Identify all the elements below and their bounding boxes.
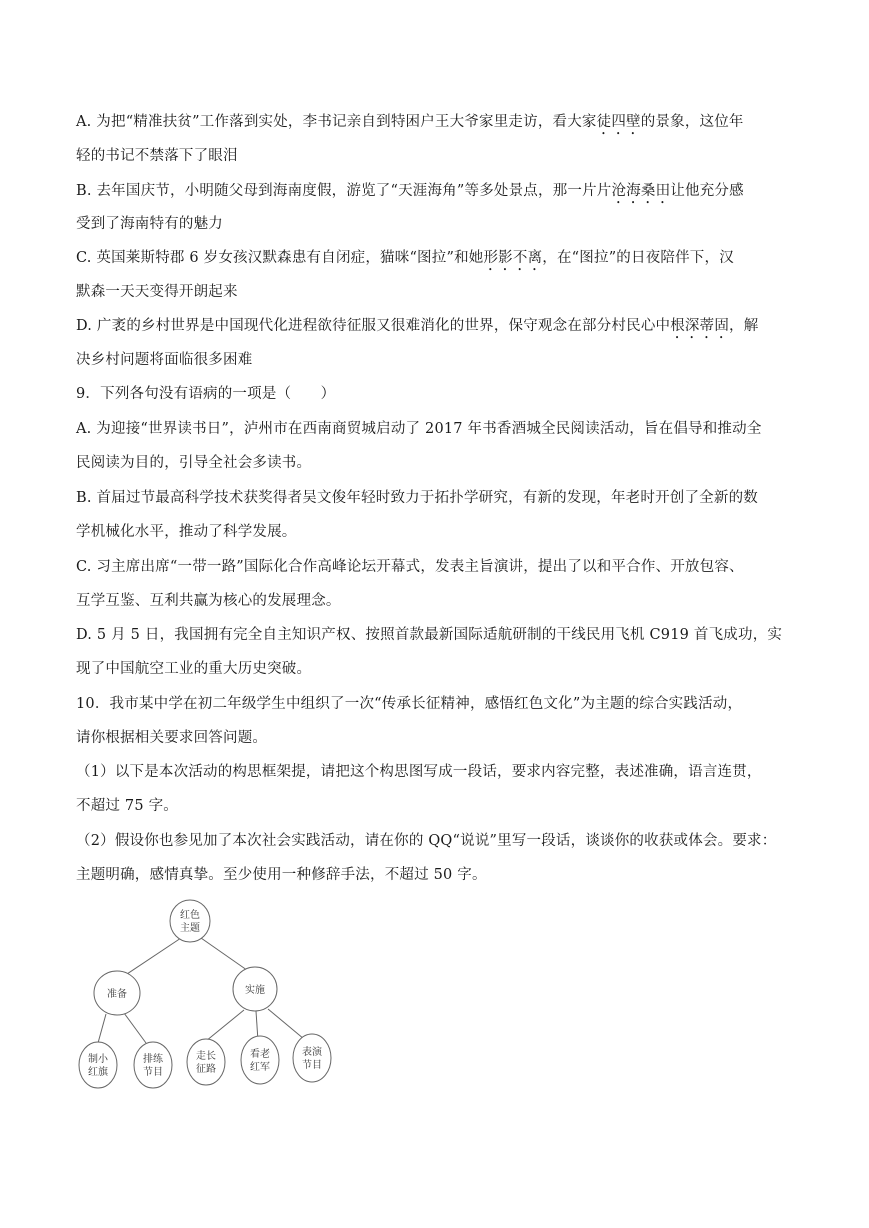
node-leaf-3-label-2: 征路 [196,1064,216,1075]
node-prepare-label: 准备 [107,989,127,1000]
node-leaf-5-label-2: 节目 [302,1060,322,1071]
option-a-line-1: A. 为把“精准扶贫”工作落到实处，李书记亲自到特困户王大爷家里走访，看大家徒四壁的景象，这位年 [76,114,744,130]
option-d-line-1: D. 广袤的乡村世界是中国现代化进程欲待征服又很难消化的世界，保守观念在部分村民心中根深蒂固，解 [76,318,759,334]
option-c-line-1: C. 英国莱斯特郡 6 岁女孩汉默森患有自闭症，猫咪“图拉”和她形影不离，在“图拉”的日夜陪伴下，汉 [76,250,734,266]
node-leaf-4-label-1: 看老 [250,1049,270,1060]
node-leaf-1-label-1: 制小 [88,1054,108,1065]
q9-option-b-line-2: 学机械化水平，推动了科学发展。 [76,524,297,540]
q10-part-1-line-1: （1）以下是本次活动的构思框架提，请把这个构思图写成一段话，要求内容完整，表述准确，语言连贯， [76,764,762,780]
node-implement-label: 实施 [245,985,265,996]
q10-part-2-line-2: 主题明确，感情真挚。至少使用一种修辞手法，不超过 50 字。 [76,867,487,883]
node-root-label-1: 红色 [180,910,200,921]
q10-part-2-line-1: （2）假设你也参见加了本次社会实践活动，请在你的 QQ“说说”里写一段话，谈谈你的收获或体会。要求： [76,833,777,849]
emphasis-phrase: 根深蒂固 [670,318,730,334]
q9-option-d-line-2: 现了中国航空工业的重大历史突破。 [76,661,312,677]
node-leaf-1 [79,1042,117,1088]
q9-option-b-line-1: B. 首届过节最高科学技术获奖得者吴文俊年轻时致力于拓扑学研究，有新的发现，年老时开创了全新的数 [76,490,758,506]
node-leaf-2-label-1: 排练 [143,1054,163,1065]
question-9: 9．下列各句没有语病的一项是（ ） [76,386,336,402]
node-leaf-4-label-2: 红军 [250,1062,270,1073]
q9-option-d-line-1: D. 5 月 5 日，我国拥有完全自主知识产权、按照首款最新国际适航研制的干线民用飞机 C919 首飞成功，实 [76,627,783,643]
option-c-line-2: 默森一天天变得开朗起来 [76,284,238,300]
node-leaf-3-label-1: 走长 [196,1051,216,1062]
emphasis-phrase: 形影不离 [483,250,543,266]
q9-option-c-line-1: C. 习主席出席“一带一路”国际化合作高峰论坛开幕式，发表主旨演讲，提出了以和平合作、开放包容、 [76,559,744,575]
q10-part-1-line-2: 不超过 75 字。 [76,798,178,814]
concept-map [76,895,338,1090]
node-leaf-3 [187,1039,225,1085]
q9-option-c-line-2: 互学互鉴、互利共赢为核心的发展理念。 [76,593,341,609]
emphasis-phrase: 徒四壁 [596,114,641,130]
option-a-line-2: 轻的书记不禁落下了眼泪 [76,148,238,164]
node-leaf-2 [134,1042,172,1088]
node-leaf-5-label-1: 表演 [302,1047,322,1058]
emphasis-phrase: 沧海桑田 [611,183,671,199]
question-10-line-1: 10．我市某中学在初二年级学生中组织了一次“传承长征精神，感悟红色文化”为主题的综合实践活动， [76,696,743,712]
node-root [170,900,210,942]
option-b-line-1: B. 去年国庆节，小明随父母到海南度假，游览了“天涯海角”等多处景点，那一片片沧海桑田让他充分感 [76,183,744,199]
node-leaf-2-label-2: 节目 [143,1067,163,1078]
q9-option-a-line-2: 民阅读为目的，引导全社会多读书。 [76,455,312,471]
question-10-line-2: 请你根据相关要求回答问题。 [76,730,268,746]
option-d-line-2: 决乡村问题将面临很多困难 [76,352,253,368]
option-b-line-2: 受到了海南特有的魅力 [76,216,223,232]
node-leaf-1-label-2: 红旗 [88,1067,108,1078]
node-leaf-4 [241,1036,279,1084]
q9-option-a-line-1: A. 为迎接“世界读书日”，泸州市在西南商贸城启动了 2017 年书香酒城全民阅读活动，旨在倡导和推动全 [76,421,762,437]
node-root-label-2: 主题 [180,923,200,934]
node-leaf-5 [293,1034,331,1082]
